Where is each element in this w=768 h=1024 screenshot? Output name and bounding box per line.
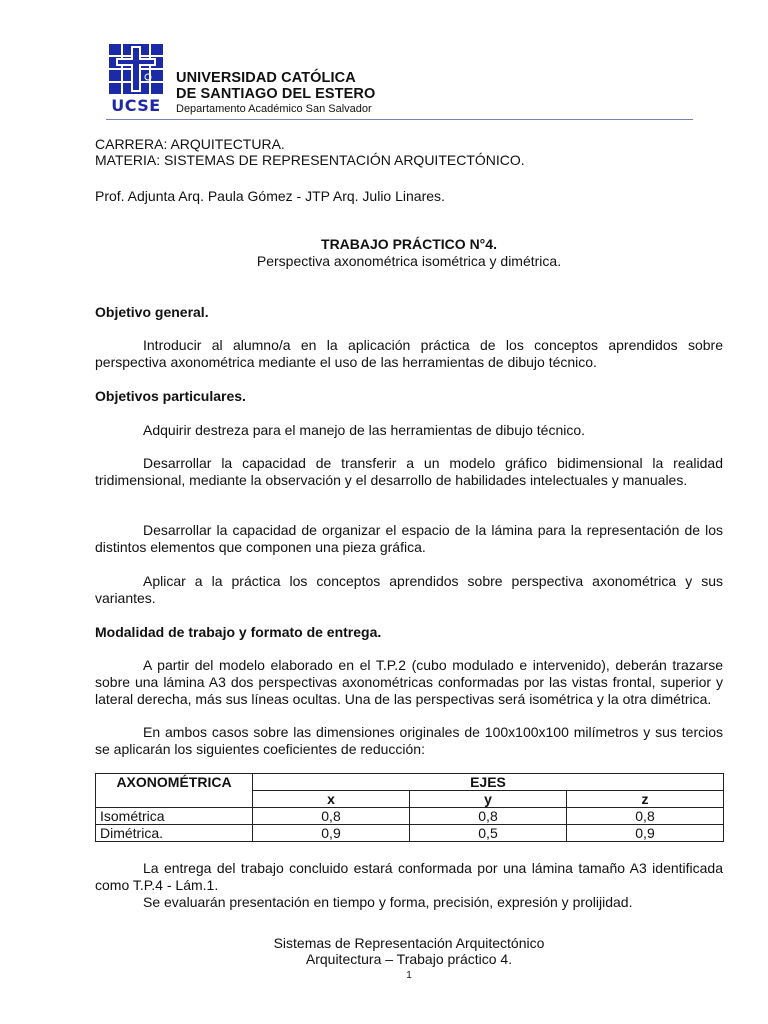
cell-x: 0,8 bbox=[253, 808, 410, 825]
university-name-line1: UNIVERSIDAD CATÓLICA bbox=[176, 70, 356, 86]
objetivo-general-paragraph: Introducir al alumno/a en la aplicación práctica de los conceptos aprendidos sobre perspectiva axonométrica mediante el uso de las herramientas de dibujo técnico. bbox=[95, 337, 723, 370]
modalidad-heading: Modalidad de trabajo y formato de entrega. bbox=[95, 624, 382, 640]
modalidad-paragraph-2: En ambos casos sobre las dimensiones originales de 100x100x100 milímetros y sus tercios se aplicarán los siguientes coeficientes de reducción: bbox=[95, 724, 723, 757]
cell-z: 0,9 bbox=[567, 825, 724, 842]
modalidad-paragraph-3: La entrega del trabajo concluido estará conformada por una lámina tamaño A3 identificada como T.P.4 - Lám.1. bbox=[95, 860, 723, 893]
footer-line2: Arquitectura – Trabajo práctico 4. bbox=[305, 951, 513, 967]
cell-y: 0,5 bbox=[410, 825, 567, 842]
professors-line: Prof. Adjunta Arq. Paula Gómez - JTP Arq. Julio Linares. bbox=[95, 188, 445, 204]
footer-line1: Sistemas de Representación Arquitectónico bbox=[273, 935, 545, 951]
objetivos-particulares-heading: Objetivos particulares. bbox=[95, 388, 246, 404]
objetivo-particular-3: Desarrollar la capacidad de organizar el espacio de la lámina para la representación de los distintos elementos que componen una pieza gráfica. bbox=[95, 522, 723, 555]
row-label: Dimétrica. bbox=[96, 825, 253, 842]
table-row bbox=[96, 825, 724, 842]
table-header-x: x bbox=[253, 791, 410, 808]
table-header-y: y bbox=[410, 791, 567, 808]
objetivo-particular-1: Adquirir destreza para el manejo de las herramientas de dibujo técnico. bbox=[143, 422, 586, 438]
table-row bbox=[96, 808, 724, 825]
table-header-ejes: EJES bbox=[253, 774, 724, 791]
document-subtitle: Perspectiva axonométrica isométrica y dimétrica. bbox=[256, 253, 562, 269]
document-title: TRABAJO PRÁCTICO N°4. bbox=[321, 236, 497, 252]
reduction-coefficients-table bbox=[95, 773, 724, 842]
cell-y: 0,8 bbox=[410, 808, 567, 825]
modalidad-paragraph-4: Se evaluarán presentación en tiempo y forma, precisión, expresión y prolijidad. bbox=[143, 894, 633, 910]
table-header-z: z bbox=[567, 791, 724, 808]
logo-text: UCSE bbox=[111, 96, 161, 115]
objetivo-general-heading: Objetivo general. bbox=[95, 304, 209, 320]
cell-z: 0,8 bbox=[567, 808, 724, 825]
materia-line: MATERIA: SISTEMAS DE REPRESENTACIÓN ARQUITECTÓNICO. bbox=[95, 152, 525, 168]
objetivo-particular-4: Aplicar a la práctica los conceptos aprendidos sobre perspectiva axonométrica y sus variantes. bbox=[95, 573, 723, 606]
header-divider bbox=[106, 119, 693, 120]
objetivo-particular-2: Desarrollar la capacidad de transferir a un modelo gráfico bidimensional la realidad tridimensional, mediante la observación y el desarrollo de habilidades intelectuales y manuales. bbox=[95, 455, 723, 488]
cell-x: 0,9 bbox=[253, 825, 410, 842]
page-number: 1 bbox=[406, 970, 412, 981]
university-logo bbox=[108, 43, 164, 115]
modalidad-paragraph-1: A partir del modelo elaborado en el T.P.2 (cubo modulado e intervenido), deberán trazarse sobre una lámina A3 dos perspectivas axonométricas conformadas por las vistas frontal, superior y lateral derecha, más sus líneas ocultas. Una de las perspectivas será isométrica y la otra dimétrica. bbox=[95, 657, 723, 707]
carrera-line: CARRERA: ARQUITECTURA. bbox=[95, 136, 285, 152]
row-label: Isométrica bbox=[96, 808, 253, 825]
table-header-row bbox=[96, 774, 724, 791]
table-header-axonometrica: AXONOMÉTRICA bbox=[96, 774, 253, 808]
department-name: Departamento Académico San Salvador bbox=[176, 103, 372, 115]
university-name-line2: DE SANTIAGO DEL ESTERO bbox=[176, 86, 376, 102]
